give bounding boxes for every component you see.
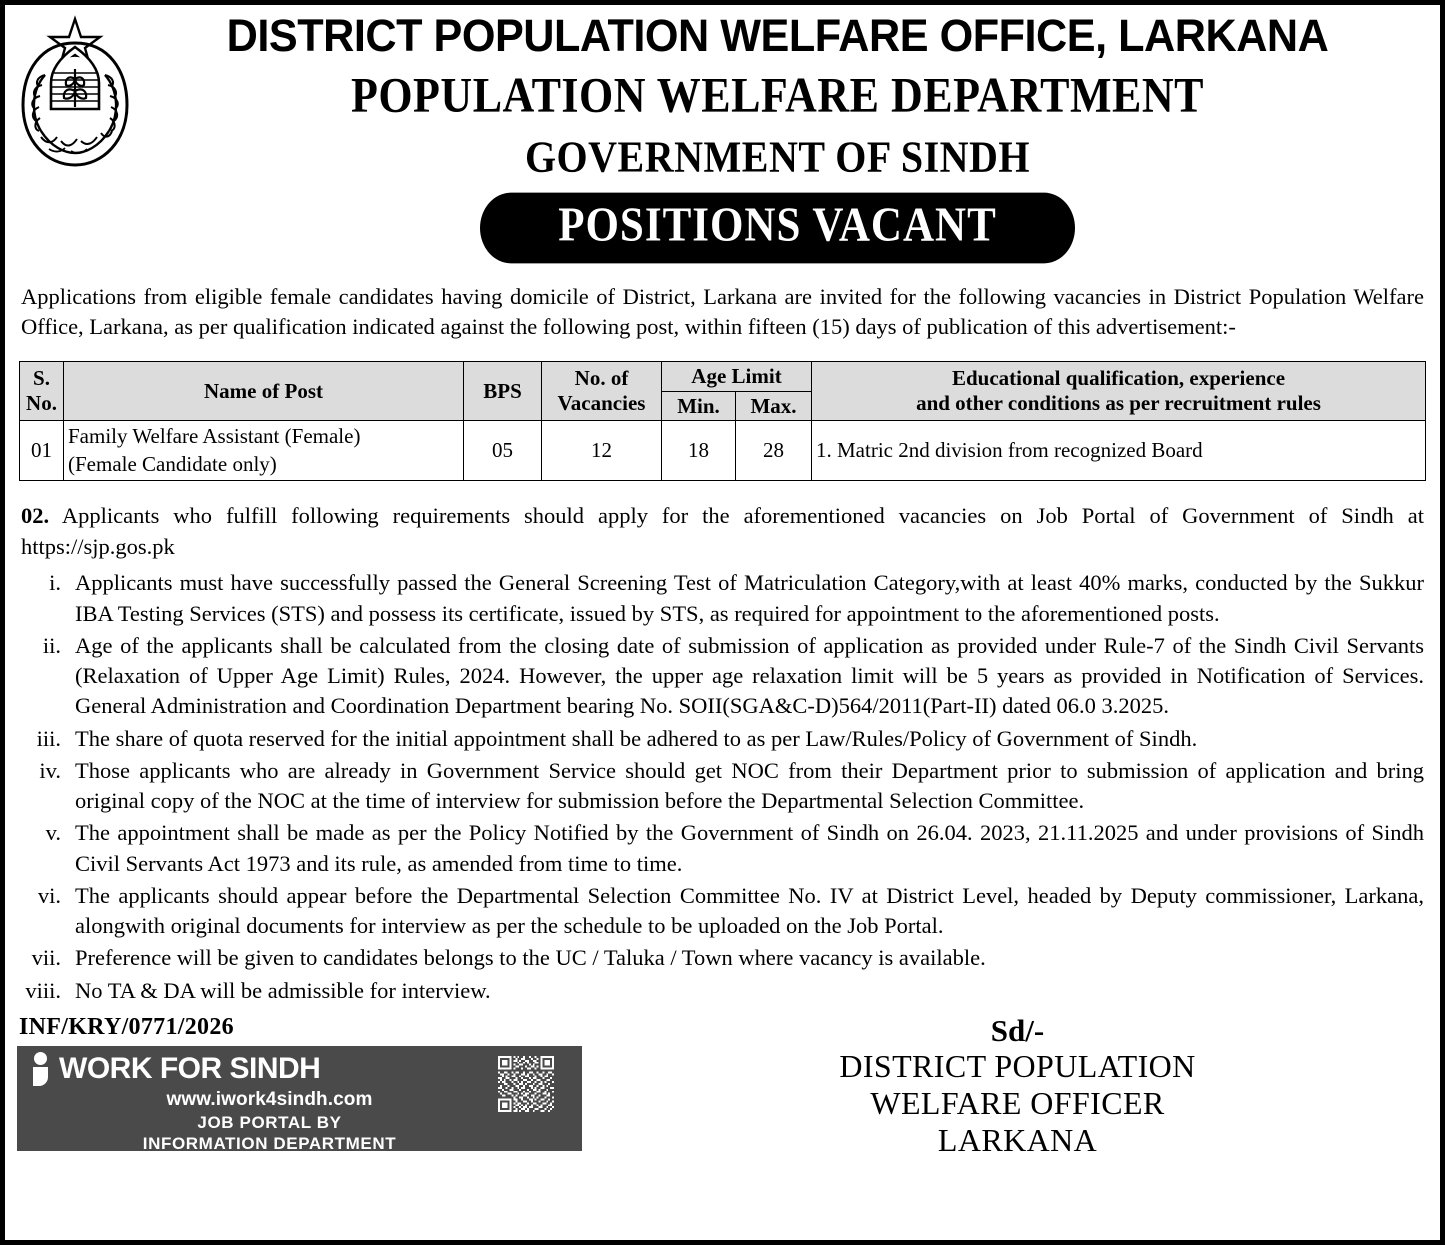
cell-vacancies: 12 [542, 421, 662, 481]
table-body [20, 421, 1426, 481]
condition-marker: vii. [31, 945, 61, 971]
banner-subtitle-2: INFORMATION DEPARTMENT [142, 1133, 397, 1153]
condition-marker: i. [49, 570, 61, 596]
vacancy-table [19, 361, 1426, 482]
government-title: GOVERNMENT OF SINDH [524, 130, 1031, 182]
condition-item-v [21, 818, 1424, 879]
condition-item-vi [21, 881, 1424, 942]
signature-sd: Sd/- [990, 1012, 1045, 1048]
condition-item-viii [21, 976, 1424, 1006]
cell-bps: 05 [464, 421, 542, 481]
signature-block [607, 1012, 1428, 1159]
condition-text: Applicants must have successfully passed the General Screening Test of Matriculation Category,with at least 40% marks, conducted by the Sukkur IBA Testing Services (STS) and possess its certificate, issued by STS, as required for appointment to the aforementioned posts. [75, 570, 1424, 626]
table-row [20, 421, 1426, 481]
department-title: POPULATION WELFARE DEPARTMENT [350, 68, 1205, 124]
condition-marker: iii. [36, 725, 61, 751]
page-title: DISTRICT POPULATION WELFARE OFFICE, LARKANA [226, 10, 1329, 61]
footer-left [17, 1012, 607, 1151]
cell-age-min: 18 [662, 421, 736, 481]
condition-item-i [21, 568, 1424, 629]
condition-marker: v. [45, 820, 61, 846]
header-titles [139, 10, 1430, 260]
condition-text: Preference will be given to candidates belongs to the UC / Taluka / Town where vacancy is available. [75, 945, 986, 971]
condition-text: The appointment shall be made as per the Policy Notified by the Government of Sindh on 26.04. 2023, 21.11.2025 and under provisions of Sindh Civil Servants Act 1973 and its rule, as amended from time to time. [75, 820, 1424, 876]
banner-website[interactable]: www.iwork4sindh.com [166, 1088, 373, 1110]
condition-item-iv [21, 756, 1424, 817]
col-age-limit: Age Limit [662, 361, 812, 391]
table-header [20, 361, 1426, 421]
condition-marker: vi. [37, 882, 61, 908]
document-footer [5, 1012, 1440, 1159]
condition-item-vii [21, 943, 1424, 973]
cell-age-max: 28 [736, 421, 812, 481]
cell-serial-number: 01 [20, 421, 64, 481]
positions-vacant-badge: POSITIONS VACANT [480, 193, 1075, 264]
condition-item-iii [21, 724, 1424, 754]
iwork-for-sindh-banner[interactable] [17, 1046, 582, 1151]
col-vacancies: No. of Vacancies [542, 361, 662, 421]
conditions-list [21, 568, 1424, 1006]
banner-title-row [33, 1052, 494, 1086]
qr-code-icon[interactable] [498, 1056, 554, 1112]
condition-text: Those applicants who are already in Government Service should get NOC from their Department prior to submission of application and bring original copy of the NOC at the time of interview for submission before the Departmental Selection Committee. [75, 757, 1424, 814]
person-i-icon [33, 1052, 50, 1086]
clause-02-number: 02. [21, 503, 50, 529]
clause-02 [21, 501, 1424, 562]
intro-paragraph: Applications from eligible female candidates having domicile of District, Larkana are invited for the following vacancies in District Population Welfare Office, Larkana, as per qualification indicated against the following post, within fifteen (15) days of publication of this advertisement:- [21, 283, 1424, 340]
col-age-min: Min. [662, 391, 736, 421]
condition-marker: iv. [39, 757, 61, 783]
document-header [5, 5, 1440, 260]
condition-text: The applicants should appear before the Departmental Selection Committee No. IV at District Level, headed by Deputy commissioner, Larkana, alongwith original documents for interview as per the schedule to be uploaded on the Job Portal. [75, 882, 1424, 939]
banner-title: WORK FOR SINDH [59, 1051, 321, 1085]
col-bps: BPS [464, 361, 542, 421]
cell-qualification: 1. Matric 2nd division from recognized Board [812, 421, 1426, 481]
signature-line-3: LARKANA [937, 1122, 1098, 1159]
condition-text: Age of the applicants shall be calculated from the closing date of submission of application as provided under Rule-7 of the Sindh Civil Servants (Relaxation of Upper Age Limit) Rules, 2024. However, the upper age relaxation limit will be 5 years as provided in Notification of Services. General Administration and Coordination Department bearing No. SOII(SGA&C-D)564/2011(Part-II) dated 06.0 3.2025. [75, 632, 1424, 719]
col-qualification: Educational qualification, experience and other conditions as per recruitment rules [812, 361, 1426, 421]
condition-text: The share of quota reserved for the initial appointment shall be adhered to as per Law/Rules/Policy of Government of Sindh. [75, 725, 1198, 751]
col-age-max: Max. [736, 391, 812, 421]
signature-line-2: WELFARE OFFICER [870, 1085, 1165, 1122]
clause-02-text: Applicants who fulfill following requirements should apply for the aforementioned vacancies on Job Portal of Government of Sindh at https://sjp.gos.pk [21, 503, 1424, 559]
banner-subtitle-1: JOB PORTAL BY [197, 1112, 342, 1132]
sindh-government-emblem-icon [11, 13, 139, 191]
col-serial-number: S. No. [20, 361, 64, 421]
col-name-of-post: Name of Post [64, 361, 464, 421]
inf-reference-code: INF/KRY/0771/2026 [19, 1013, 234, 1040]
condition-text: No TA & DA will be admissible for interview. [75, 977, 491, 1003]
table-header-row [20, 361, 1426, 391]
banner-text-block [33, 1052, 494, 1154]
condition-item-ii [21, 631, 1424, 722]
condition-marker: ii. [42, 632, 61, 658]
signature-line-1: DISTRICT POPULATION [839, 1048, 1196, 1085]
condition-marker: viii. [25, 977, 61, 1003]
cell-post-name: Family Welfare Assistant (Female) (Female Candidate only) [64, 421, 464, 481]
